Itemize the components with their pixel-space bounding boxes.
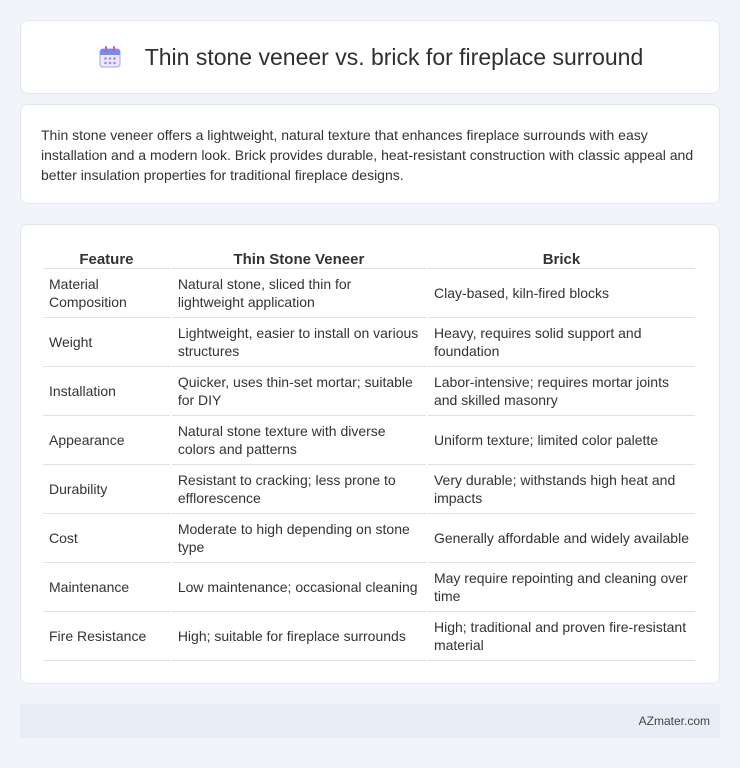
brick-cell: Heavy, requires solid support and foundation [428, 318, 695, 367]
summary-text: Thin stone veneer offers a lightweight, natural texture that enhances fireplace surrounds with easy installation and a modern look. Brick provides durable, heat-resistant construction with classic appeal and better insulation properties for traditional fireplace designs. [41, 127, 694, 183]
table-row [43, 416, 695, 465]
brick-cell: Generally affordable and widely available [428, 514, 695, 563]
table-header-row [43, 245, 695, 269]
feature-cell: Weight [43, 318, 170, 367]
table-row [43, 465, 695, 514]
footer-bar [20, 704, 720, 738]
table-row [43, 612, 695, 661]
feature-cell: Installation [43, 367, 170, 416]
veneer-cell: Moderate to high depending on stone type [172, 514, 426, 563]
header-feature: Feature [43, 245, 170, 269]
table-row [43, 269, 695, 318]
brick-cell: Clay-based, kiln-fired blocks [428, 269, 695, 318]
veneer-cell: High; suitable for fireplace surrounds [172, 612, 426, 661]
brick-cell: May require repointing and cleaning over time [428, 563, 695, 612]
summary-card [20, 104, 720, 204]
veneer-cell: Natural stone, sliced thin for lightweight application [172, 269, 426, 318]
header-thin-stone-veneer: Thin Stone Veneer [172, 245, 426, 269]
table-row [43, 367, 695, 416]
feature-cell: Cost [43, 514, 170, 563]
brick-cell: Very durable; withstands high heat and impacts [428, 465, 695, 514]
calendar-icon [97, 44, 123, 70]
brick-cell: Uniform texture; limited color palette [428, 416, 695, 465]
title-card [20, 20, 720, 94]
page-title: Thin stone veneer vs. brick for fireplace surround [144, 43, 644, 70]
comparison-table [41, 245, 697, 661]
table-row [43, 318, 695, 367]
comparison-table-card [20, 224, 720, 684]
brick-cell: Labor-intensive; requires mortar joints and skilled masonry [428, 367, 695, 416]
veneer-cell: Resistant to cracking; less prone to efflorescence [172, 465, 426, 514]
veneer-cell: Low maintenance; occasional cleaning [172, 563, 426, 612]
feature-cell: Maintenance [43, 563, 170, 612]
feature-cell: Fire Resistance [43, 612, 170, 661]
header-brick: Brick [428, 245, 695, 269]
brick-cell: High; traditional and proven fire-resistant material [428, 612, 695, 661]
feature-cell: Appearance [43, 416, 170, 465]
footer-site-link[interactable]: AZmater.com [638, 714, 710, 728]
feature-cell: Material Composition [43, 269, 170, 318]
veneer-cell: Quicker, uses thin-set mortar; suitable for DIY [172, 367, 426, 416]
veneer-cell: Natural stone texture with diverse colors and patterns [172, 416, 426, 465]
feature-cell: Durability [43, 465, 170, 514]
table-row [43, 514, 695, 563]
veneer-cell: Lightweight, easier to install on various structures [172, 318, 426, 367]
table-row [43, 563, 695, 612]
